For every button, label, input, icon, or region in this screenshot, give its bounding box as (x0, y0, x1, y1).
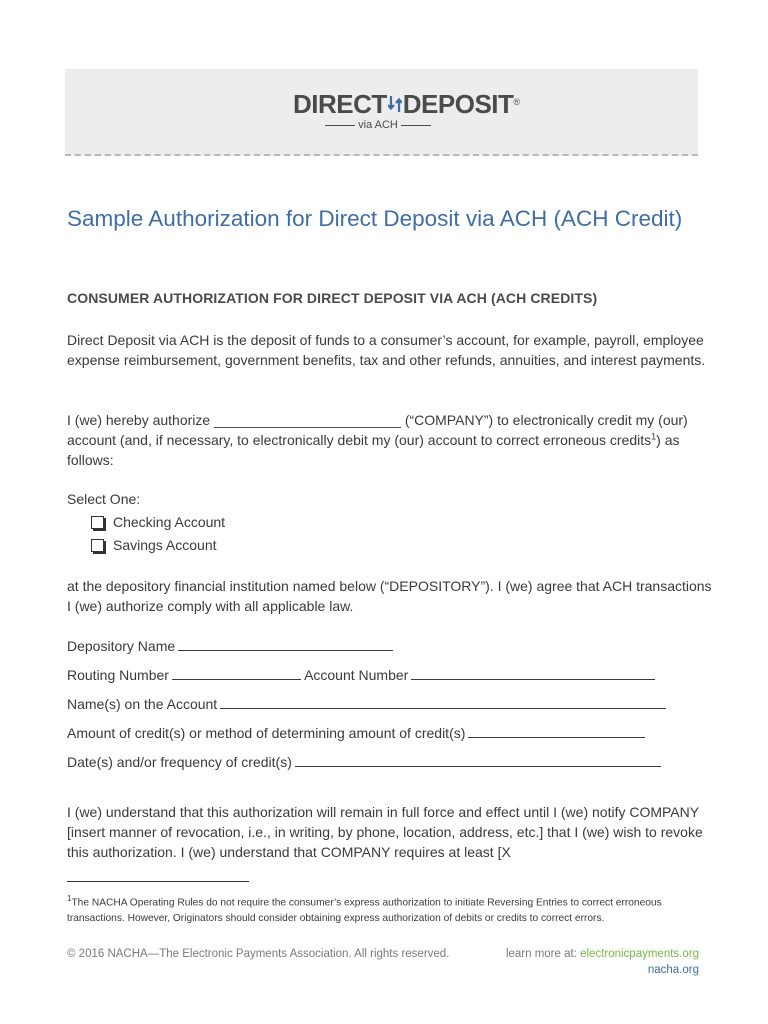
routing-account-row: Routing Number Account Number (67, 665, 655, 685)
copyright-notice: © 2016 NACHA—The Electronic Payments Association. All rights reserved. (67, 948, 450, 960)
select-one-label: Select One: (67, 491, 141, 507)
footnote: $^1$The NACHA Operating Rules do not require the consumer’s express authorization to initiate Reversing Entries to correct erroneous transactions. However, Originators should consider obtaining express authorization of debits or credits to correct errors. (67, 894, 662, 925)
logo-word-right: DEPOSIT (402, 89, 514, 119)
authorization-paragraph: I (we) hereby authorize ________________________ (“COMPANY”) to electronically credit my (our) account (and, if necessary, to electronically debit my (our) account to correct erroneous credits$^1$) as follows: (67, 412, 688, 468)
registered-mark: ® (513, 97, 520, 107)
arrows-icon (388, 93, 402, 115)
depository-name-field[interactable] (178, 637, 393, 651)
checkbox-savings[interactable] (91, 539, 104, 552)
routing-number-field[interactable] (172, 666, 301, 680)
logo-word-left: DIRECT (293, 89, 387, 119)
direct-deposit-logo (293, 89, 520, 136)
date-frequency-row: Date(s) and/or frequency of credit(s) (67, 752, 661, 772)
account-number-field[interactable] (411, 666, 655, 680)
checking-account-option[interactable]: Checking Account (91, 512, 225, 532)
revocation-paragraph: I (we) understand that this authorization will remain in full force and effect until I (we) notify COMPANY [insert manner of revocation, i.e., in writing, by phone, location, address, etc.] that I (we) wish to revoke this authorization. I (we) understand that COMPANY requires at least [X (67, 804, 703, 860)
footnote-reference: 1 (651, 431, 657, 442)
page-title: Sample Authorization for Direct Deposit via ACH (ACH Credit) (67, 206, 683, 231)
savings-account-option[interactable]: Savings Account (91, 535, 217, 555)
depository-paragraph: at the depository financial institution named below (“DEPOSITORY”). I (we) agree that ACH transactions I (we) authorize comply with all applicable law. (67, 578, 712, 614)
intro-paragraph: Direct Deposit via ACH is the deposit of funds to a consumer’s account, for example, payroll, employee expense reimbursement, government benefits, tax and other refunds, annuities, and interest payments. (67, 332, 706, 368)
names-on-account-field[interactable] (220, 695, 666, 709)
nacha-link[interactable]: nacha.org (647, 964, 699, 976)
footnote-divider (67, 881, 249, 882)
checkbox-checking[interactable] (91, 516, 104, 529)
logo-subtitle: via ACH (293, 119, 463, 131)
electronicpayments-link[interactable]: electronicpayments.org (580, 948, 699, 960)
section-heading: CONSUMER AUTHORIZATION FOR DIRECT DEPOSIT VIA ACH (ACH CREDITS) (67, 290, 598, 306)
amount-field[interactable] (468, 724, 645, 738)
date-frequency-field[interactable] (295, 753, 661, 767)
learn-more: learn more at: electronicpayments.org nacha.org (505, 948, 699, 976)
names-on-account-row: Name(s) on the Account (67, 694, 666, 714)
footnote-number: 1 (67, 894, 72, 903)
amount-row: Amount of credit(s) or method of determining amount of credit(s) (67, 723, 645, 743)
depository-name-row: Depository Name (67, 636, 393, 656)
